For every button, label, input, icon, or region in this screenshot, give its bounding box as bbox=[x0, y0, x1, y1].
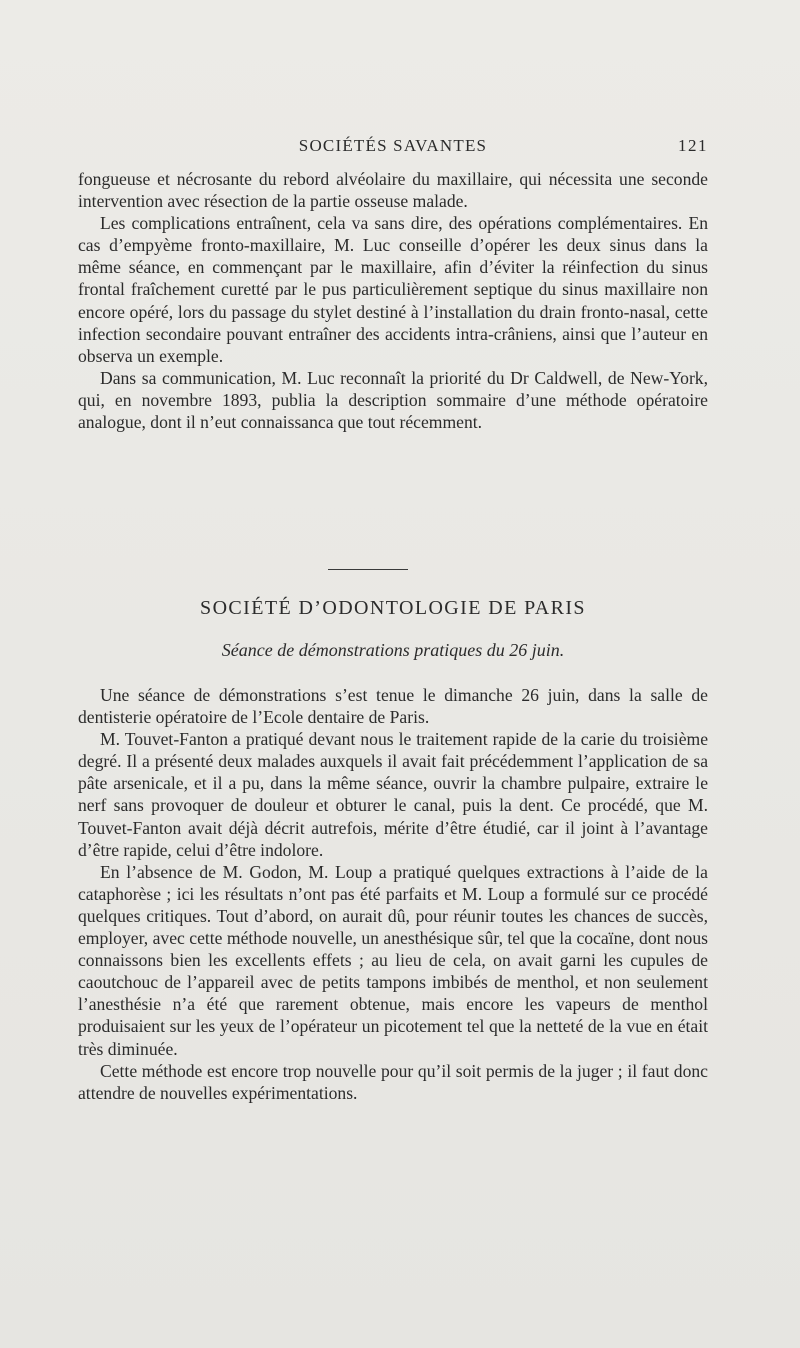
paragraph: En l’absence de M. Godon, M. Loup a pratiqué quelques extractions à l’aide de la cataphorèse ; ici les résultats n’ont pas été parfaits et M. Loup a formulé sur ce procédé quelques critiques. Tout d’abord, on aurait dû, pour réunir toutes les chances de succès, employer, avec cette méthode nouvelle, un anesthésique sûr, tel que la cocaïne, dont nous connaissons bien les excellents effets ; au lieu de cela, on avait garni les cupules de caoutchouc de l’appareil avec de petits tampons imbibés de menthol, et non seulement l’anesthésie n’a été que rarement obtenue, mais encore les vapeurs de menthol produisaient sur les yeux de l’opérateur un picotement tel que la netteté de la vue en était très diminuée. bbox=[78, 861, 708, 1059]
running-header bbox=[78, 136, 708, 160]
section-subheading: Séance de démonstrations pratiques du 26 juin. bbox=[221, 640, 565, 660]
section-heading: SOCIÉTÉ D’ODONTOLOGIE DE PARIS bbox=[200, 597, 586, 619]
paragraph: M. Touvet-Fanton a pratiqué devant nous le traitement rapide de la carie du troisième degré. Il a présenté deux malades auxquels il avait fait précédemment l’application de sa pâte arsenicale, et il a pu, dans la même séance, ouvrir la chambre pulpaire, extraire le nerf sans provoquer de douleur et obturer le canal, puis la dent. Ce procédé, que M. Touvet-Fanton avait déjà décrit autrefois, mérite d’être étudié, car il joint à l’avantage d’être rapide, celui d’être indolore. bbox=[78, 729, 708, 860]
paragraph: Les complications entraînent, cela va sans dire, des opérations complémentaires. En cas d’empyème fronto-maxillaire, M. Luc conseille d’opérer les deux sinus dans la même séance, en commençant par le maxillaire, afin d’éviter la réinfection du sinus frontal fraîchement curetté par le pus particulièrement septique du sinus maxillaire non encore opéré, lors du passage du stylet destiné à l’installation du drain fronto-nasal, cette infection secondaire pouvant entraîner des accidents intra-crâniens, ainsi que l’auteur en observa un exemple. bbox=[78, 213, 708, 366]
page-number: 121 bbox=[678, 136, 708, 155]
section-text-block bbox=[78, 684, 708, 1104]
section-divider bbox=[328, 569, 408, 570]
continued-text-block bbox=[78, 168, 708, 433]
paragraph: Cette méthode est encore trop nouvelle pour qu’il soit permis de la juger ; il faut donc attendre de nouvelles expérimentations. bbox=[78, 1060, 708, 1103]
paragraph: Dans sa communication, M. Luc reconnaît la priorité du Dr Caldwell, de New-York, qui, en novembre 1893, publia la description sommaire d’une méthode opératoire analogue, dont il n’eut connaissanca que tout récemment. bbox=[78, 367, 708, 433]
paragraph: fongueuse et nécrosante du rebord alvéolaire du maxillaire, qui nécessita une seconde intervention avec résection de la partie osseuse malade. bbox=[78, 169, 708, 212]
running-title: SOCIÉTÉS SAVANTES bbox=[298, 136, 488, 155]
paragraph: Une séance de démonstrations s’est tenue le dimanche 26 juin, dans la salle de dentisterie opératoire de l’Ecole dentaire de Paris. bbox=[78, 685, 708, 728]
